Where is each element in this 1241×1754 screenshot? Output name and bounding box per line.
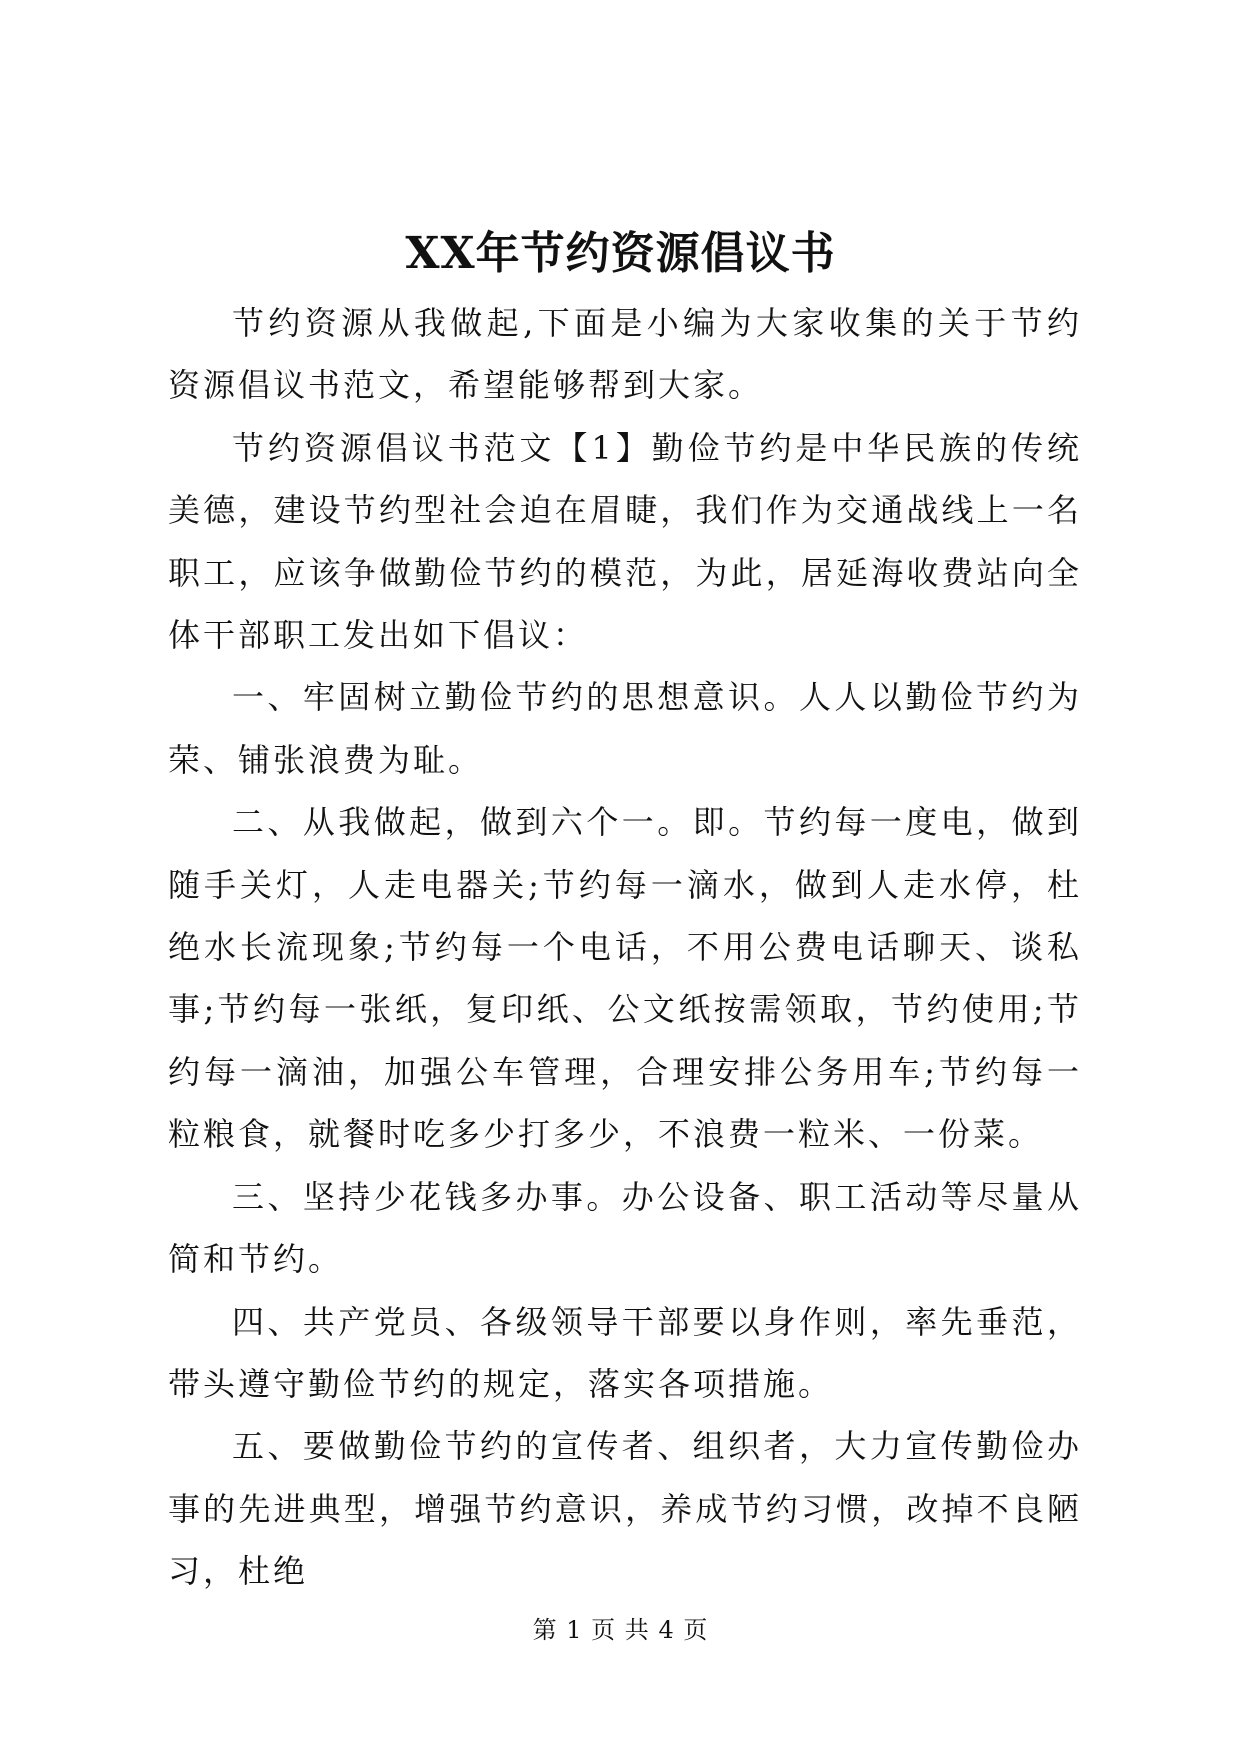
- page-number-footer: 第 1 页 共 4 页: [532, 1616, 709, 1644]
- paragraph-item-3: 三、坚持少花钱多办事。办公设备、职工活动等尽量从简和节约。: [168, 1177, 1082, 1279]
- paragraph-item-4: 四、共产党员、各级领导干部要以身作则，率先垂范，带头遵守勤俭节约的规定，落实各项措施。: [168, 1302, 1082, 1403]
- paragraph-intro: 节约资源从我做起,下面是小编为大家收集的关于节约资源倡议书范文，希望能够帮到大家。: [168, 304, 1082, 405]
- page-title: XX年节约资源倡议书: [405, 228, 836, 279]
- document-body: [168, 292, 1082, 1603]
- paragraph-item-5: 五、要做勤俭节约的宣传者、组织者，大力宣传勤俭办事的先进典型，增强节约意识，养成节约习惯，改掉不良陋习，杜绝: [168, 1427, 1082, 1591]
- paragraph-sample-1: 节约资源倡议书范文【1】勤俭节约是中华民族的传统美德，建设节约型社会迫在眉睫，我们作为交通战线上一名职工，应该争做勤俭节约的模范，为此，居延海收费站向全体干部职工发出如下倡议：: [168, 428, 1082, 655]
- paragraph-item-2: 二、从我做起，做到六个一。即。节约每一度电，做到随手关灯，人走电器关;节约每一滴水，做到人走水停，杜绝水长流现象;节约每一个电话，不用公费电话聊天、谈私事;节约每一张纸，复印纸、公文纸按需领取，节约使用;节约每一滴油，加强公车管理，合理安排公务用车;节约每一粒粮食，就餐时吃多少打多少，不浪费一粒米、一份菜。: [168, 803, 1082, 1154]
- paragraph-item-1: 一、牢固树立勤俭节约的思想意识。人人以勤俭节约为荣、铺张浪费为耻。: [168, 678, 1082, 779]
